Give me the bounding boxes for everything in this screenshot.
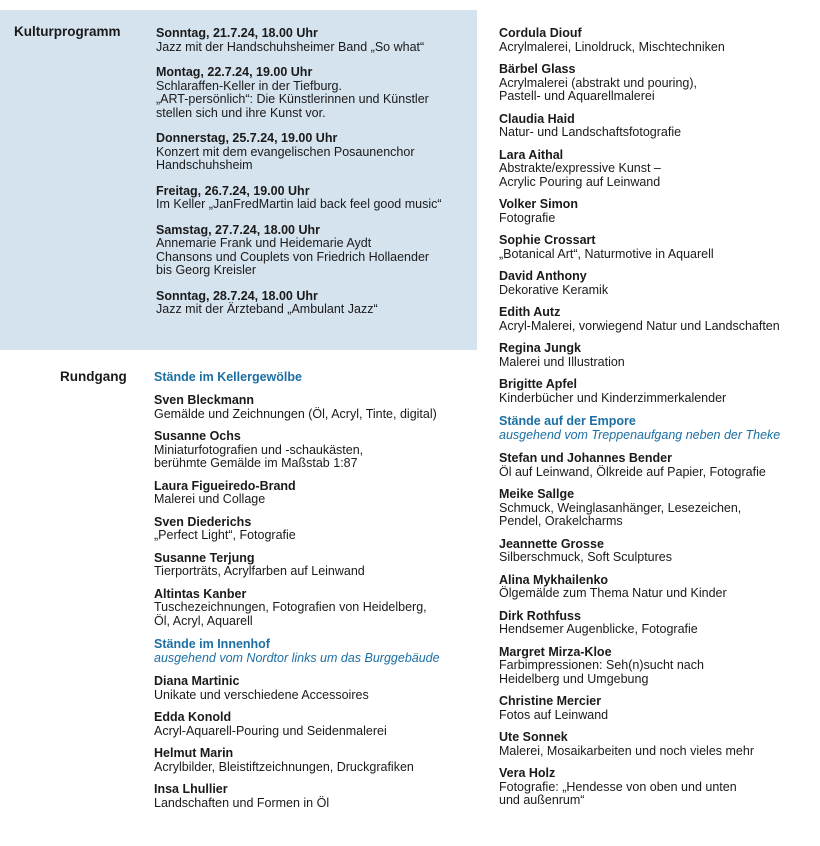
artist-name: Jeannette Grosse xyxy=(499,536,604,551)
entry-description: Malerei und Collage xyxy=(154,492,266,506)
entry xyxy=(499,767,814,808)
entry-description: bis Georg Kreisler xyxy=(156,263,257,277)
entry-description: Jazz mit der Handschuhsheimer Band „So what“ xyxy=(156,39,425,54)
entry xyxy=(154,675,476,702)
entry xyxy=(499,646,814,687)
artist-name: Margret Mirza-Kloe xyxy=(499,644,612,659)
event-date: Donnerstag, 25.7.24, 19.00 Uhr xyxy=(156,131,338,145)
artist-name: Regina Jungk xyxy=(499,341,581,355)
artist-name: Stefan und Johannes Bender xyxy=(499,451,672,465)
entry xyxy=(154,480,476,507)
artist-name: Susanne Ochs xyxy=(154,429,241,443)
artist-name: Meike Sallge xyxy=(499,487,575,501)
artist-name: Cordula Diouf xyxy=(499,26,582,40)
entry xyxy=(154,394,476,421)
artist-name: Sophie Crossart xyxy=(499,233,596,247)
entry-description: „Perfect Light“, Fotografie xyxy=(154,528,296,542)
entry xyxy=(154,747,476,774)
entry xyxy=(499,731,814,758)
entry xyxy=(156,290,474,317)
entry xyxy=(499,306,814,333)
entry-description: Pastell- und Aquarellmalerei xyxy=(499,89,655,103)
entry xyxy=(156,185,474,212)
entry xyxy=(499,538,814,565)
entry-description: Dekorative Keramik xyxy=(499,282,609,297)
artist-name: Vera Holz xyxy=(499,766,556,780)
artist-name: Altintas Kanber xyxy=(154,586,247,601)
entry xyxy=(499,149,814,190)
entry-description: Acryl-Malerei, vorwiegend Natur und Landschaften xyxy=(499,318,780,333)
entry-description: Konzert mit dem evangelischen Posaunenchor xyxy=(156,144,415,159)
entry-description: Jazz mit der Ärzteband „Ambulant Jazz“ xyxy=(156,302,378,316)
artist-name: Brigitte Apfel xyxy=(499,377,578,391)
entry xyxy=(154,711,476,738)
artist-name: Susanne Terjung xyxy=(154,550,255,565)
entry-description: Unikate und verschiedene Accessoires xyxy=(154,687,369,702)
entry xyxy=(499,378,814,405)
artist-name: Alina Mykhailenko xyxy=(499,572,609,587)
entry xyxy=(154,552,476,579)
entry-description: Handschuhsheim xyxy=(156,158,253,172)
innenhof-heading-subtitle: ausgehend vom Nordtor links um das Burggebäude xyxy=(154,651,440,665)
entry-description: Kinderbücher und Kinderzimmerkalender xyxy=(499,390,727,405)
artist-name: Volker Simon xyxy=(499,197,578,211)
keller-heading-title: Stände im Kellergewölbe xyxy=(154,370,302,384)
entry-description: Chansons und Couplets von Friedrich Hollaender xyxy=(156,249,430,264)
empore-heading xyxy=(499,414,814,442)
artist-name: Claudia Haid xyxy=(499,111,575,126)
entry-description: Silberschmuck, Soft Sculptures xyxy=(499,550,672,564)
entry-description: Fotografie xyxy=(499,210,556,225)
entry-description: Acrylmalerei, Linoldruck, Mischtechniken xyxy=(499,39,725,54)
entry-description: Acrylic Pouring auf Leinwand xyxy=(499,174,661,189)
innenhof-heading xyxy=(154,637,476,665)
artist-name: Dirk Rothfuss xyxy=(499,608,581,623)
entry-description: Abstrakte/expressive Kunst – xyxy=(499,161,661,175)
entry xyxy=(499,610,814,637)
entry-description: „ART-persönlich“: Die Künstlerinnen und Künstler xyxy=(156,92,429,106)
event-date: Freitag, 26.7.24, 19.00 Uhr xyxy=(156,183,310,198)
entry-description: Acrylbilder, Bleistiftzeichnungen, Druckgrafiken xyxy=(154,759,414,774)
kulturprogramm-label: Kulturprogramm xyxy=(14,24,121,39)
artist-name: Christine Mercier xyxy=(499,694,602,708)
event-date: Sonntag, 28.7.24, 18.00 Uhr xyxy=(156,288,318,303)
artist-name: Laura Figueiredo-Brand xyxy=(154,478,296,493)
artist-name: Helmut Marin xyxy=(154,746,234,760)
innenhof-heading-title: Stände im Innenhof xyxy=(154,637,270,651)
entry-description: Im Keller „JanFredMartin laid back feel good music“ xyxy=(156,197,442,211)
entry xyxy=(154,516,476,543)
artist-name: Edda Konold xyxy=(154,710,232,724)
artist-name: Sven Diederichs xyxy=(154,514,252,529)
rundgang-label: Rundgang xyxy=(60,369,127,384)
kulturprogramm-events xyxy=(156,27,474,329)
entry-description: Heidelberg und Umgebung xyxy=(499,671,649,686)
entry xyxy=(499,452,814,479)
rundgang-left-column xyxy=(154,370,476,819)
event-date: Montag, 22.7.24, 19.00 Uhr xyxy=(156,65,313,79)
entry xyxy=(154,588,476,629)
entry-description: Ölgemälde zum Thema Natur und Kinder xyxy=(499,586,727,600)
keller-heading xyxy=(154,370,476,384)
entry-description: Öl auf Leinwand, Ölkreide auf Papier, Fotografie xyxy=(499,464,766,479)
entry xyxy=(499,198,814,225)
entry-description: Fotos auf Leinwand xyxy=(499,707,609,722)
entry xyxy=(154,783,476,810)
entry-description: „Botanical Art“, Naturmotive in Aquarell xyxy=(499,246,714,261)
entry-description: Malerei, Mosaikarbeiten und noch vieles mehr xyxy=(499,743,754,758)
entry-description: Gemälde und Zeichnungen (Öl, Acryl, Tinte, digital) xyxy=(154,406,437,421)
entry-description: stellen sich und ihre Kunst vor. xyxy=(156,105,326,120)
artist-name: Edith Autz xyxy=(499,305,561,319)
entry xyxy=(156,132,474,173)
artist-name: Lara Aithal xyxy=(499,147,564,162)
entry-description: Tierporträts, Acrylfarben auf Leinwand xyxy=(154,564,365,578)
entry xyxy=(499,270,814,297)
entry-description: Farbimpressionen: Seh(n)sucht nach xyxy=(499,658,704,672)
artist-name: Sven Bleckmann xyxy=(154,393,255,407)
entry xyxy=(499,574,814,601)
entry xyxy=(154,430,476,471)
event-date: Sonntag, 21.7.24, 18.00 Uhr xyxy=(156,26,318,40)
entry-description: Schlaraffen-Keller in der Tiefburg. xyxy=(156,78,342,93)
entry xyxy=(499,234,814,261)
entry-description: Malerei und Illustration xyxy=(499,354,625,369)
entry-description: Tuschezeichnungen, Fotografien von Heidelberg, xyxy=(154,600,427,614)
empore-heading-title: Stände auf der Empore xyxy=(499,414,636,428)
entry-description: Fotografie: „Hendesse von oben und unten xyxy=(499,779,737,794)
entry xyxy=(499,488,814,529)
entry xyxy=(499,695,814,722)
entry-description: Hendsemer Augenblicke, Fotografie xyxy=(499,622,698,636)
entry-description: Schmuck, Weinglasanhänger, Lesezeichen, xyxy=(499,500,742,515)
entry-description: Acrylmalerei (abstrakt und pouring), xyxy=(499,75,697,90)
entry-description: Annemarie Frank und Heidemarie Aydt xyxy=(156,236,372,250)
entry-description: berühmte Gemälde im Maßstab 1:87 xyxy=(154,456,358,470)
empore-heading-subtitle: ausgehend vom Treppenaufgang neben der Theke xyxy=(499,428,781,442)
entry xyxy=(156,66,474,120)
entry-description: und außenrum“ xyxy=(499,793,585,807)
artist-name: Insa Lhullier xyxy=(154,782,228,796)
entry-description: Natur- und Landschaftsfotografie xyxy=(499,125,682,139)
entry xyxy=(156,27,474,54)
entry xyxy=(156,224,474,278)
entry xyxy=(499,27,814,54)
entry-description: Pendel, Orakelcharms xyxy=(499,514,623,528)
entry-description: Öl, Acryl, Aquarell xyxy=(154,613,253,628)
artist-name: Bärbel Glass xyxy=(499,62,576,76)
event-date: Samstag, 27.7.24, 18.00 Uhr xyxy=(156,222,320,237)
artist-name: Diana Martinic xyxy=(154,674,240,688)
entry xyxy=(499,342,814,369)
entry-description: Acryl-Aquarell-Pouring und Seidenmalerei xyxy=(154,723,387,738)
artist-name: Ute Sonnek xyxy=(499,730,568,744)
entry xyxy=(499,63,814,104)
entry-description: Miniaturfotografien und -schaukästen, xyxy=(154,442,364,457)
rundgang-right-column xyxy=(499,27,814,817)
artist-name: David Anthony xyxy=(499,269,587,283)
entry xyxy=(499,113,814,140)
entry-description: Landschaften und Formen in Öl xyxy=(154,795,330,810)
